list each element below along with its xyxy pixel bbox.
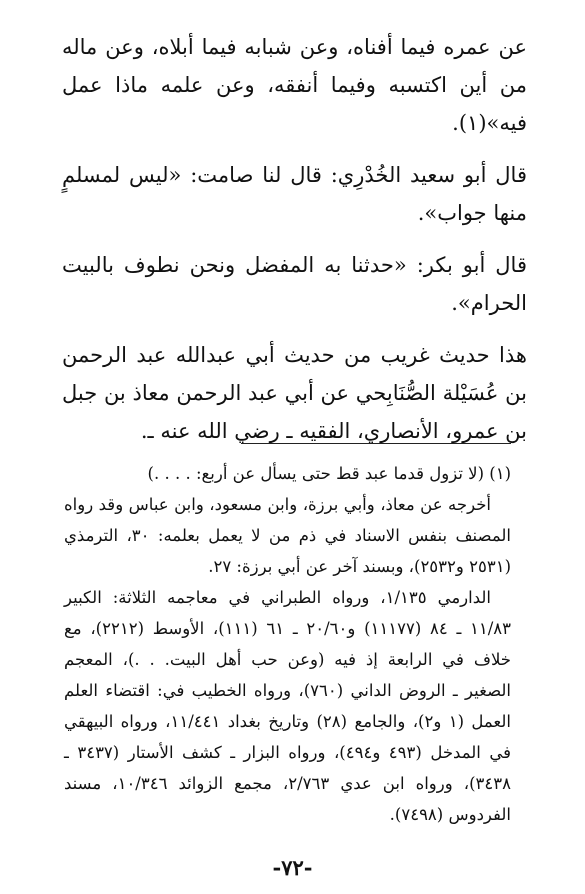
paragraph-commentary: هذا حديث غريب من حديث أبي عبدالله عبد الرحمن بن عُسَيْلة الصُّنَابِحي عن أبي عبد الرحمن معاذ بن جبل بن عمرو، الأنصاري، الفقيه ـ رضي الله عنه ـ.	[62, 343, 527, 443]
footnote-paragraph: الدارمي ١/١٣٥، ورواه الطبراني في معاجمه الثلاثة: الكبير ١١/٨٣ ـ ٨٤ (١١١٧٧) و٢٠/٦٠ ـ ٦١ (١١١)، الأوسط (٢٢١٢)، مع خلاف في الرابعة إذ فيه (وعن حب أهل البيت. . .)، المعجم الصغير ـ الروض الداني (٧٦٠)، ورواه الخطيب في: اقتضاء العلم العمل (١ و٢)، والجامع (٢٨) وتاريخ بغداد ١١/٤٤١، ورواه البيهقي في المدخل (٤٩٣ و٤٩٤)، ورواه البزار ـ كشف الأستار (٣٤٣٧ ـ ٣٤٣٨)، ورواه ابن عدي ٢/٧٦٣، مجمع الزوائد ١٠/٣٤٦، مسند الفردوس (٧٤٩٨).	[64, 588, 512, 824]
page-number: -٧٢-	[272, 855, 313, 880]
main-text	[62, 28, 527, 450]
footnote-heading: (١) (لا تزول قدما عبد قط حتى يسأل عن أربع: . . . .)	[147, 464, 511, 483]
footnote-divider	[241, 443, 511, 444]
footnotes	[64, 458, 511, 830]
paragraph-abu-said: قال أبو سعيد الخُدْرِي: قال لنا صامت: «ليس لمسلمٍ منها جواب».	[62, 163, 527, 225]
paragraph-abu-bakr: قال أبو بكر: «حدثنا به المفضل ونحن نطوف بالبيت الحرام».	[62, 253, 527, 315]
footnote-paragraph: أخرجه عن معاذ، وأبي برزة، وابن مسعود، وابن عباس وقد رواه المصنف بنفس الاسناد في ذم من لا يعمل بعلمه: ٣٠، الترمذي (٢٥٣١ و٢٥٣٢)، وبسند آخر عن أبي برزة: ٢٧.	[64, 495, 511, 576]
paragraph-hadith-end: عن عمره فيما أفناه، وعن شبابه فيما أبلاه، وعن ماله من أين اكتسبه وفيما أنفقه، وعن علمه ماذا عمل فيه»(١).	[62, 35, 527, 135]
